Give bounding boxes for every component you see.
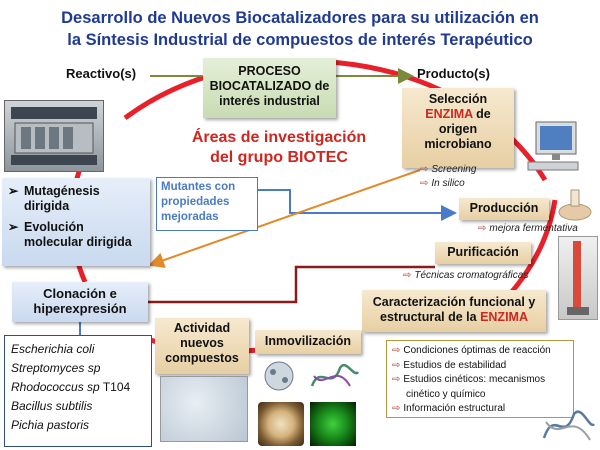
mejora-fermentativa-label: mejora fermentativa — [489, 223, 578, 234]
inmovilizacion-box — [255, 330, 361, 354]
organismo-name: Escherichia coli — [11, 342, 95, 356]
organismo-item — [11, 378, 145, 397]
purificacion-label: Purificación — [447, 245, 519, 259]
seleccion-enzima: ENZIMA — [425, 107, 473, 121]
areas-heading — [186, 128, 372, 168]
estudio-item — [392, 388, 568, 403]
estudio-item — [392, 373, 568, 388]
evolucion-text — [24, 220, 132, 250]
organismos-list — [4, 335, 152, 447]
organismo-item — [11, 397, 145, 416]
seleccion-line4: microbiano — [424, 137, 492, 151]
inmovilizacion-label: Inmovilización — [264, 334, 352, 348]
mutagenesis-text — [24, 184, 100, 214]
molecule-icon — [255, 356, 303, 396]
chromatography-image — [558, 236, 598, 320]
estudio-label: Estudios de estabilidad — [403, 359, 507, 371]
insilico-label: In silico — [431, 178, 465, 189]
mejora-fermentativa-item — [478, 223, 578, 234]
proceso-box — [203, 58, 336, 118]
estudio-item — [392, 344, 568, 359]
areas-line1: Áreas de investigación — [191, 129, 367, 146]
fluorescence-image — [310, 402, 356, 446]
mutantes-line3: mejoradas — [161, 211, 219, 223]
caracterizacion-line1: Caracterización funcional y — [372, 295, 536, 309]
seleccion-line2 — [402, 107, 514, 122]
organismo-name: Streptomyces sp — [11, 361, 101, 375]
actividad-line3: compuestos — [165, 351, 239, 365]
reactivos-label: Reactivo(s) — [66, 66, 137, 81]
slide-title-line1: Desarrollo de Nuevos Biocatalizadores para su utilización en — [61, 9, 539, 27]
arrow-right-icon: ⇨ — [392, 359, 401, 371]
productos-label: Producto(s) — [417, 66, 490, 81]
proceso-line1: PROCESO — [238, 64, 301, 78]
lab-robot-icon — [5, 101, 103, 171]
computer-icon — [522, 118, 584, 178]
organismo-suffix: T104 — [99, 380, 131, 394]
produccion-box — [459, 198, 549, 220]
mutagenesis-line2: dirigida — [24, 199, 70, 213]
actividad-box — [155, 318, 249, 374]
estudio-label: Estudios cinéticos: mecanismos — [403, 374, 546, 385]
clonacion-line2: hiperexpresión — [33, 301, 127, 316]
estudio-label: Condiciones óptimas de reacción — [403, 345, 551, 356]
arrow-right-icon: ⇨ — [403, 270, 412, 281]
lab-robot-image — [4, 100, 104, 172]
bullet-arrow-icon: ➢ — [8, 220, 19, 234]
computer-image — [522, 118, 584, 178]
arrow-right-icon: ⇨ — [392, 374, 401, 385]
estudio-label: cinético y químico — [406, 388, 486, 400]
mutantes-line1: Mutantes con — [161, 181, 236, 193]
areas-line2: del grupo BIOTEC — [210, 149, 348, 166]
mutantes-to-produccion-arrow — [258, 190, 455, 213]
flask-icon — [555, 186, 595, 222]
arrow-right-icon: ⇨ — [478, 223, 487, 234]
mutagenesis-item — [8, 184, 146, 214]
evolucion-line2: molecular dirigida — [24, 235, 132, 249]
organismo-name: Rhodococcus sp — [11, 380, 100, 394]
proceso-line2: BIOCATALIZADO de — [209, 79, 330, 93]
flask-image — [555, 186, 595, 222]
screening-label: Screening — [431, 164, 477, 175]
purificacion-box — [435, 242, 531, 264]
organismo-item — [11, 416, 145, 435]
slide-title-line2: la Síntesis Industrial de compuestos de interés Terapéutico — [67, 31, 533, 49]
mutagenesis-box — [2, 178, 150, 266]
seleccion-line1: Selección — [428, 92, 488, 106]
arrow-right-icon: ⇨ — [420, 164, 429, 175]
evolucion-item — [8, 220, 146, 250]
protein-icon — [306, 356, 362, 398]
mutantes-line2: propiedades — [161, 196, 230, 208]
caracterizacion-enzima: ENZIMA — [480, 310, 528, 324]
bullet-arrow-icon: ➢ — [8, 184, 19, 198]
actividad-line1: Actividad — [173, 321, 231, 335]
arrow-right-icon: ⇨ — [420, 178, 429, 189]
seleccion-line3: origen — [438, 122, 478, 136]
clonacion-line1: Clonación e — [43, 286, 117, 301]
caracterizacion-line2 — [362, 310, 546, 325]
produccion-label: Producción — [469, 201, 539, 215]
caracterizacion-line2-text: estructural de la — [380, 310, 481, 324]
organismo-name: Pichia pastoris — [11, 418, 90, 432]
caracterizacion-box — [362, 290, 546, 332]
insilico-item — [420, 178, 465, 189]
organismo-item — [11, 340, 145, 359]
evolucion-line1: Evolución — [24, 220, 84, 234]
arrow-right-icon: ⇨ — [392, 403, 401, 414]
proceso-line3: interés industrial — [219, 94, 320, 108]
arrow-right-icon: ⇨ — [392, 345, 401, 356]
seleccion-line2-rest: de — [472, 107, 491, 121]
protein-cartoon-icon — [540, 404, 596, 448]
tecnicas-label: Técnicas cromatográficas — [414, 270, 529, 281]
organismo-name: Bacillus subtilis — [11, 399, 93, 413]
activity-plate-image — [160, 376, 248, 442]
immobilization-scheme-image — [255, 356, 303, 396]
actividad-line2: nuevos — [180, 336, 224, 350]
estudio-item — [392, 359, 568, 374]
screening-item — [420, 164, 476, 175]
chromatography-icon — [559, 237, 597, 319]
estudio-label: Información estructural — [403, 403, 506, 414]
beads-image — [258, 402, 304, 446]
tecnicas-item — [403, 270, 528, 281]
protein-cartoon-image — [540, 404, 596, 448]
clonacion-box — [12, 282, 148, 322]
organismo-item — [11, 359, 145, 378]
seleccion-box — [402, 88, 514, 168]
mutagenesis-line1: Mutagénesis — [24, 184, 100, 198]
mutantes-box — [156, 177, 258, 231]
protein-structure-image — [306, 356, 362, 398]
